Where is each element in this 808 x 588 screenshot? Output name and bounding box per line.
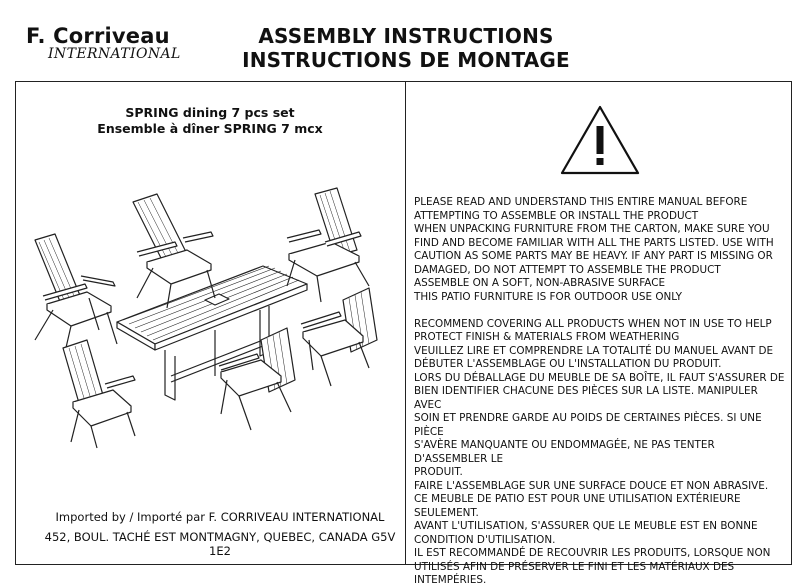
instruction-line: PLEASE READ AND UNDERSTAND THIS ENTIRE MANUAL BEFORE bbox=[414, 196, 748, 208]
instruction-line: S'AVÈRE MANQUANTE OU ENDOMMAGÉE, NE PAS TENTER D'ASSEMBLER LE bbox=[414, 439, 715, 465]
product-name-french: Ensemble à dîner SPRING 7 mcx bbox=[97, 121, 323, 136]
instruction-line: UTILISÉS AFIN DE PRÉSERVER LE FINI ET LES MATÉRIAUX DES bbox=[414, 560, 735, 573]
instruction-line: BIEN IDENTIFIER CHACUNE DES PIÈCES SUR LA LISTE. MANIPULER AVEC bbox=[414, 385, 758, 411]
chair-illustration bbox=[35, 234, 117, 352]
instruction-line: AVANT L'UTILISATION, S'ASSURER QUE LE MEUBLE EST EN BONNE bbox=[414, 520, 758, 532]
brand-logo-subtitle: INTERNATIONAL bbox=[48, 46, 181, 62]
instruction-line: PROTECT FINISH & MATERIALS FROM WEATHERING bbox=[414, 331, 680, 343]
product-name-english: SPRING dining 7 pcs set bbox=[125, 105, 295, 120]
safety-instructions bbox=[414, 196, 786, 588]
instruction-line: RECOMMEND COVERING ALL PRODUCTS WHEN NOT IN USE TO HELP bbox=[414, 317, 772, 330]
instruction-line: DAMAGED, DO NOT ATTEMPT TO ASSEMBLE THE PRODUCT bbox=[414, 263, 721, 276]
instruction-line: DÉBUTER L'ASSEMBLAGE OU L'INSTALLATION DU PRODUIT. bbox=[414, 358, 722, 370]
importer-address: 452, BOUL. TACHÉ EST MONTMAGNY, QUEBEC, CANADA G5V 1E2 bbox=[44, 530, 396, 558]
title-french: INSTRUCTIONS DE MONTAGE bbox=[242, 48, 570, 72]
instruction-line: SEULEMENT. bbox=[414, 506, 479, 519]
instruction-line: PRODUIT. bbox=[414, 466, 463, 478]
instruction-line: CONDITION D'UTILISATION. bbox=[414, 533, 556, 546]
chair-illustration bbox=[301, 288, 377, 386]
instruction-line: FAIRE L'ASSEMBLAGE SUR UNE SURFACE DOUCE ET NON ABRASIVE. bbox=[414, 479, 769, 492]
instruction-line: THIS PATIO FURNITURE IS FOR OUTDOOR USE ONLY bbox=[414, 290, 683, 303]
instruction-line: CE MEUBLE DE PATIO EST POUR UNE UTILISATION EXTÉRIEURE bbox=[414, 493, 741, 505]
instruction-line: ATTEMPTING TO ASSEMBLE OR INSTALL THE PRODUCT bbox=[414, 209, 699, 222]
column-divider bbox=[405, 81, 406, 565]
instruction-line: VEUILLEZ LIRE ET COMPRENDRE LA TOTALITÉ DU MANUEL AVANT DE bbox=[414, 344, 774, 357]
instruction-line: WHEN UNPACKING FURNITURE FROM THE CARTON, MAKE SURE YOU bbox=[414, 223, 770, 235]
instruction-line: FIND AND BECOME FAMILIAR WITH ALL THE PARTS LISTED. USE WITH bbox=[414, 236, 774, 249]
title-english: ASSEMBLY INSTRUCTIONS bbox=[258, 24, 554, 48]
importer-line: Imported by / Importé par F. CORRIVEAU INTERNATIONAL bbox=[55, 510, 385, 524]
brand-logo-name: F. Corriveau bbox=[26, 24, 170, 48]
dining-set-illustration bbox=[25, 180, 395, 450]
instruction-line: LORS DU DÉBALLAGE DU MEUBLE DE SA BOÎTE, IL FAUT S'ASSURER DE bbox=[414, 371, 785, 384]
chair-illustration bbox=[219, 328, 295, 430]
paragraph-gap bbox=[414, 304, 786, 318]
warning-triangle-icon bbox=[559, 104, 641, 176]
instruction-line: IL EST RECOMMANDÉ DE RECOUVRIR LES PRODUITS, LORSQUE NON bbox=[414, 547, 771, 559]
instruction-line: CAUTION AS SOME PARTS MAY BE HEAVY. IF ANY PART IS MISSING OR bbox=[414, 250, 773, 262]
instruction-line: SOIN ET PRENDRE GARDE AU POIDS DE CERTAINES PIÈCES. SI UNE PIÈCE bbox=[414, 412, 762, 438]
instruction-line: INTEMPÉRIES. bbox=[414, 574, 487, 586]
instruction-line: ASSEMBLE ON A SOFT, NON-ABRASIVE SURFACE bbox=[414, 277, 666, 289]
chair-illustration bbox=[63, 340, 135, 448]
